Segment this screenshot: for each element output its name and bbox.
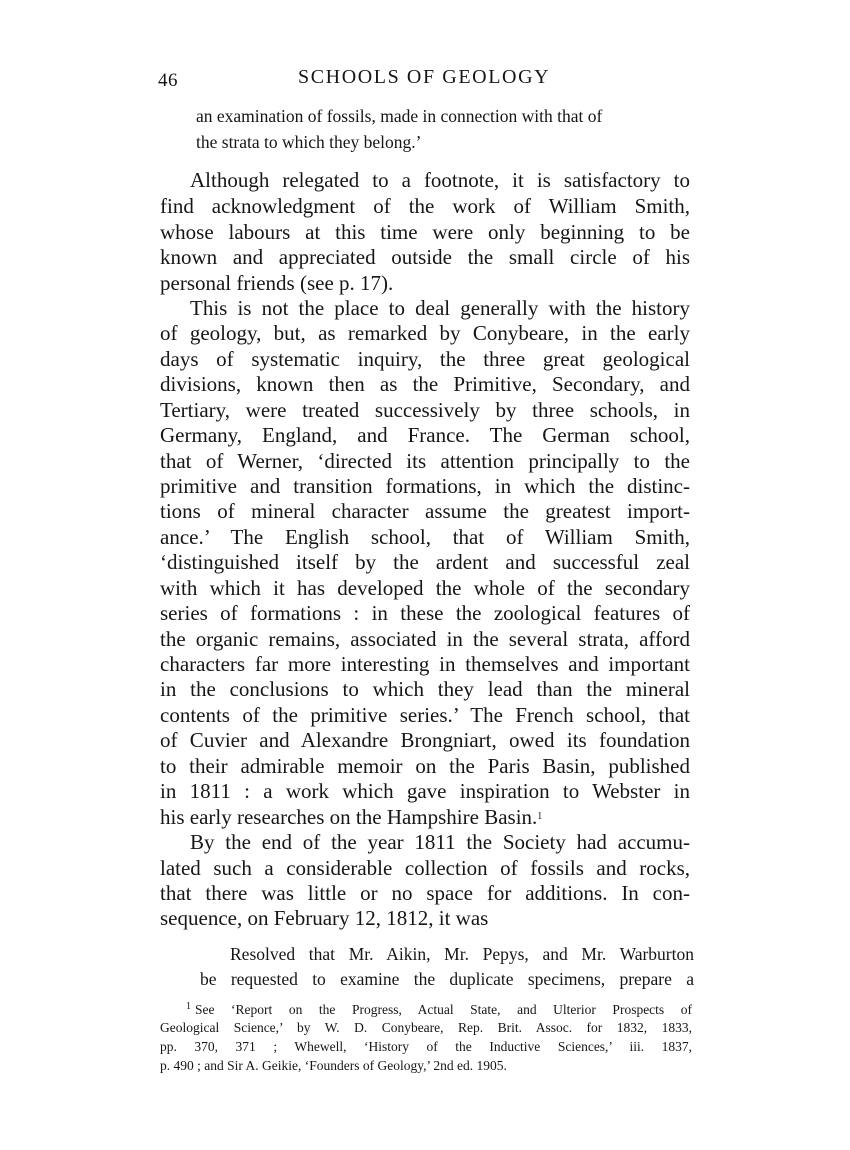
body-line: ance.’ The English school, that of William Smith, [160, 525, 690, 549]
resolution-line: be requested to examine the duplicate specimens, prepare a [200, 969, 694, 989]
body-line: whose labours at this time were only beginning to be [160, 220, 690, 244]
body-line [160, 805, 690, 830]
body-line: ‘distinguished itself by the ardent and successful zeal [160, 550, 690, 574]
body-line: of Cuvier and Alexandre Brongniart, owed its foundation [160, 728, 690, 752]
body-line: in 1811 : a work which gave inspiration to Webster in [160, 779, 690, 803]
footnote-reference: 1 [537, 811, 543, 822]
body-line: divisions, known then as the Primitive, Secondary, and [160, 372, 690, 396]
running-head: SCHOOLS OF GEOLOGY [298, 66, 551, 88]
footnote-line [186, 1001, 692, 1018]
body-line: Although relegated to a footnote, it is satisfactory to [190, 168, 690, 192]
body-line: to their admirable memoir on the Paris Basin, published [160, 754, 690, 778]
body-line: the organic remains, associated in the several strata, afford [160, 627, 690, 651]
body-line: sequence, on February 12, 1812, it was [160, 906, 489, 930]
body-line: This is not the place to deal generally with the history [190, 296, 690, 320]
body-line: that of Werner, ‘directed its attention principally to the [160, 449, 690, 473]
footnote-line: Geological Science,’ by W. D. Conybeare, Rep. Brit. Assoc. for 1832, 1833, [160, 1020, 692, 1035]
page-number: 46 [158, 70, 178, 91]
body-line: contents of the primitive series.’ The French school, that [160, 703, 690, 727]
body-line: personal friends (see p. 17). [160, 271, 394, 295]
footnote-text: See ‘Report on the Progress, Actual State, and Ulterior Prospects of [195, 1002, 692, 1017]
body-line: series of formations : in these the zoological features of [160, 601, 690, 625]
quote-line: the strata to which they belong.’ [196, 132, 422, 152]
body-line: that there was little or no space for additions. In con- [160, 881, 690, 905]
body-line: find acknowledgment of the work of William Smith, [160, 194, 690, 218]
quote-line: an examination of fossils, made in connection with that of [196, 106, 603, 126]
page-header [0, 64, 850, 94]
body-line: with which it has developed the whole of the secondary [160, 576, 690, 600]
resolution-line: Resolved that Mr. Aikin, Mr. Pepys, and Mr. Warburton [230, 944, 694, 964]
body-line: By the end of the year 1811 the Society had accumu- [190, 830, 690, 854]
body-line: days of systematic inquiry, the three great geological [160, 347, 690, 371]
body-line: tions of mineral character assume the greatest import- [160, 499, 690, 523]
body-line: lated such a considerable collection of fossils and rocks, [160, 856, 690, 880]
body-line: known and appreciated outside the small circle of his [160, 245, 690, 269]
body-line: Germany, England, and France. The German school, [160, 423, 690, 447]
body-line: of geology, but, as remarked by Conybeare, in the early [160, 321, 690, 345]
footnote-mark: 1 [186, 1001, 191, 1012]
body-line: characters far more interesting in themselves and important [160, 652, 690, 676]
body-line: in the conclusions to which they lead than the mineral [160, 677, 690, 701]
body-line-text: his early researches on the Hampshire Basin. [160, 805, 538, 829]
footnote-line: pp. 370, 371 ; Whewell, ‘History of the Inductive Sciences,’ iii. 1837, [160, 1039, 692, 1054]
body-line: primitive and transition formations, in which the distinc- [160, 474, 690, 498]
footnote-line: p. 490 ; and Sir A. Geikie, ‘Founders of Geology,’ 2nd ed. 1905. [160, 1058, 507, 1073]
body-line: Tertiary, were treated successively by three schools, in [160, 398, 690, 422]
